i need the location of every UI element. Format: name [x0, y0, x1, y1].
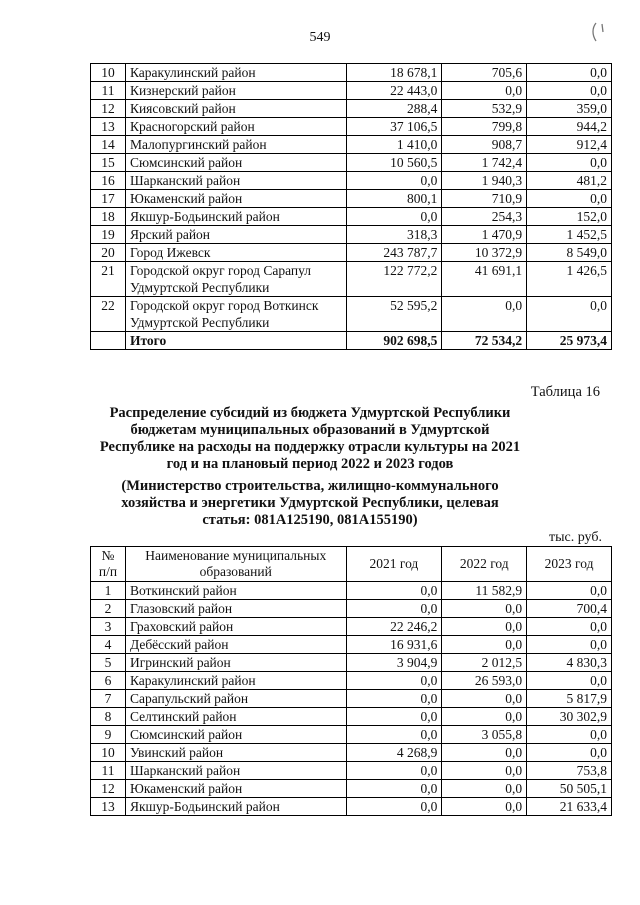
municipality-name: Сарапульский район [125, 690, 346, 708]
value-2023: 481,2 [527, 172, 612, 190]
value-2022: 0,0 [442, 780, 527, 798]
row-number: 18 [91, 208, 126, 226]
table-row [91, 636, 612, 654]
table-row [91, 100, 612, 118]
value-2021: 318,3 [346, 226, 442, 244]
municipality-name: Красногорский район [125, 118, 346, 136]
row-number: 7 [91, 690, 126, 708]
total-2022: 72 534,2 [442, 332, 527, 350]
row-number: 19 [91, 226, 126, 244]
table-title: Распределение субсидий из бюджета Удмуртской Республики бюджетам муниципальных образований в Удмуртской Республике на расходы на поддержку отрасли культуры на 2021 год и на плановый период 2022 и 2023 годов [99, 405, 521, 472]
row-number: 12 [91, 780, 126, 798]
value-2022: 0,0 [442, 798, 527, 816]
row-number: 17 [91, 190, 126, 208]
value-2022: 710,9 [442, 190, 527, 208]
row-number: 22 [91, 297, 126, 332]
page-number: 549 [309, 30, 331, 45]
value-2022: 254,3 [442, 208, 527, 226]
continued-table-body [91, 64, 612, 350]
table-row [91, 118, 612, 136]
municipality-name: Дебёсский район [125, 636, 346, 654]
value-2021: 800,1 [346, 190, 442, 208]
table-row [91, 154, 612, 172]
table-row [91, 244, 612, 262]
value-2023: 944,2 [527, 118, 612, 136]
municipality-name: Ярский район [125, 226, 346, 244]
value-2022: 10 372,9 [442, 244, 527, 262]
table-row [91, 64, 612, 82]
municipality-name: Увинский район [125, 744, 346, 762]
table-row [91, 136, 612, 154]
value-2021: 37 106,5 [346, 118, 442, 136]
value-2021: 0,0 [346, 208, 442, 226]
value-2021: 22 443,0 [346, 82, 442, 100]
table-row [91, 780, 612, 798]
value-2022: 1 742,4 [442, 154, 527, 172]
row-number: 12 [91, 100, 126, 118]
value-2021: 1 410,0 [346, 136, 442, 154]
table-row [91, 762, 612, 780]
row-number: 13 [91, 118, 126, 136]
municipality-name: Город Ижевск [125, 244, 346, 262]
value-2022: 0,0 [442, 297, 527, 332]
row-number: 6 [91, 672, 126, 690]
table-row [91, 172, 612, 190]
value-2021: 52 595,2 [346, 297, 442, 332]
municipality-name: Шарканский район [125, 762, 346, 780]
municipality-name: Сюмсинский район [125, 726, 346, 744]
value-2023: 5 817,9 [527, 690, 612, 708]
row-number: 10 [91, 64, 126, 82]
municipality-name: Якшур-Бодьинский район [125, 798, 346, 816]
value-2022: 705,6 [442, 64, 527, 82]
value-2021: 288,4 [346, 100, 442, 118]
value-2023: 0,0 [527, 618, 612, 636]
table-row [91, 672, 612, 690]
municipality-name: Кизнерский район [125, 82, 346, 100]
value-2022: 26 593,0 [442, 672, 527, 690]
row-number: 1 [91, 582, 126, 600]
value-2022: 0,0 [442, 708, 527, 726]
row-number: 13 [91, 798, 126, 816]
value-2022: 0,0 [442, 636, 527, 654]
value-2023: 4 830,3 [527, 654, 612, 672]
subsidy-table-body [91, 582, 612, 816]
value-2022: 0,0 [442, 82, 527, 100]
table-row [91, 726, 612, 744]
value-2022: 2 012,5 [442, 654, 527, 672]
value-2023: 359,0 [527, 100, 612, 118]
value-2023: 0,0 [527, 64, 612, 82]
table-row [91, 297, 612, 332]
header-name: Наименование муниципальных образований [125, 547, 346, 582]
value-2023: 30 302,9 [527, 708, 612, 726]
value-2023: 50 505,1 [527, 780, 612, 798]
value-2023: 0,0 [527, 154, 612, 172]
value-2023: 8 549,0 [527, 244, 612, 262]
value-2021: 0,0 [346, 582, 442, 600]
value-2022: 0,0 [442, 744, 527, 762]
table-row [91, 600, 612, 618]
value-2021: 3 904,9 [346, 654, 442, 672]
municipality-name: Юкаменский район [125, 780, 346, 798]
municipality-name: Каракулинский район [125, 672, 346, 690]
subsidy-table-header [91, 547, 612, 582]
value-2022: 0,0 [442, 600, 527, 618]
value-2023: 0,0 [527, 190, 612, 208]
value-2022: 532,9 [442, 100, 527, 118]
value-2023: 912,4 [527, 136, 612, 154]
value-2022: 0,0 [442, 690, 527, 708]
table-row [91, 708, 612, 726]
value-2022: 41 691,1 [442, 262, 527, 297]
header-2021: 2021 год [346, 547, 442, 582]
value-2021: 243 787,7 [346, 244, 442, 262]
row-number: 9 [91, 726, 126, 744]
total-empty-cell [91, 332, 126, 350]
municipality-name: Воткинский район [125, 582, 346, 600]
value-2021: 0,0 [346, 798, 442, 816]
table-row [91, 582, 612, 600]
value-2021: 0,0 [346, 672, 442, 690]
value-2021: 0,0 [346, 762, 442, 780]
row-number: 10 [91, 744, 126, 762]
municipality-name: Городской округ город Воткинск Удмуртской Республики [125, 297, 346, 332]
table-subtitle: (Министерство строительства, жилищно-коммунального хозяйства и энергетики Удмуртской Республики, целевая статья: 081A125190, 081A155190) [121, 478, 499, 528]
subsidy-table [90, 546, 612, 816]
row-number: 8 [91, 708, 126, 726]
row-number: 3 [91, 618, 126, 636]
municipality-name: Киясовский район [125, 100, 346, 118]
row-number: 11 [91, 762, 126, 780]
municipality-name: Юкаменский район [125, 190, 346, 208]
value-2021: 22 246,2 [346, 618, 442, 636]
value-2021: 18 678,1 [346, 64, 442, 82]
value-2022: 3 055,8 [442, 726, 527, 744]
municipality-name: Шарканский район [125, 172, 346, 190]
municipality-name: Малопургинский район [125, 136, 346, 154]
header-2022: 2022 год [442, 547, 527, 582]
value-2023: 0,0 [527, 726, 612, 744]
row-number: 20 [91, 244, 126, 262]
value-2021: 122 772,2 [346, 262, 442, 297]
value-2021: 10 560,5 [346, 154, 442, 172]
table-row [91, 262, 612, 297]
value-2022: 0,0 [442, 762, 527, 780]
value-2023: 0,0 [527, 636, 612, 654]
row-number: 11 [91, 82, 126, 100]
value-2021: 0,0 [346, 708, 442, 726]
total-2021: 902 698,5 [346, 332, 442, 350]
table-row [91, 618, 612, 636]
table-row [91, 744, 612, 762]
corner-mark-icon [590, 20, 610, 44]
value-2023: 1 452,5 [527, 226, 612, 244]
total-2023: 25 973,4 [527, 332, 612, 350]
header-2023: 2023 год [527, 547, 612, 582]
table-row [91, 190, 612, 208]
value-2023: 21 633,4 [527, 798, 612, 816]
table-row [91, 654, 612, 672]
value-2021: 0,0 [346, 172, 442, 190]
municipality-name: Селтинский район [125, 708, 346, 726]
value-2022: 799,8 [442, 118, 527, 136]
value-2023: 0,0 [527, 672, 612, 690]
value-2023: 152,0 [527, 208, 612, 226]
value-2023: 0,0 [527, 82, 612, 100]
value-2021: 0,0 [346, 600, 442, 618]
value-2023: 0,0 [527, 297, 612, 332]
municipality-name: Сюмсинский район [125, 154, 346, 172]
value-2023: 700,4 [527, 600, 612, 618]
value-2022: 1 940,3 [442, 172, 527, 190]
value-2021: 0,0 [346, 690, 442, 708]
value-2021: 16 931,6 [346, 636, 442, 654]
value-2022: 1 470,9 [442, 226, 527, 244]
continued-table [90, 63, 612, 350]
value-2023: 0,0 [527, 582, 612, 600]
row-number: 2 [91, 600, 126, 618]
row-number: 5 [91, 654, 126, 672]
value-2021: 0,0 [346, 726, 442, 744]
value-2021: 4 268,9 [346, 744, 442, 762]
municipality-name: Глазовский район [125, 600, 346, 618]
table-row [91, 208, 612, 226]
value-2023: 1 426,5 [527, 262, 612, 297]
municipality-name: Якшур-Бодьинский район [125, 208, 346, 226]
row-number: 21 [91, 262, 126, 297]
table-row [91, 798, 612, 816]
total-row [91, 332, 612, 350]
municipality-name: Городской округ город Сарапул Удмуртской Республики [125, 262, 346, 297]
total-label: Итого [125, 332, 346, 350]
value-2023: 753,8 [527, 762, 612, 780]
table-label: Таблица 16 [530, 384, 600, 400]
municipality-name: Каракулинский район [125, 64, 346, 82]
value-2022: 0,0 [442, 618, 527, 636]
value-2021: 0,0 [346, 780, 442, 798]
table-row [91, 690, 612, 708]
row-number: 15 [91, 154, 126, 172]
row-number: 16 [91, 172, 126, 190]
table-row [91, 82, 612, 100]
header-number: № п/п [91, 547, 126, 582]
table-row [91, 226, 612, 244]
row-number: 4 [91, 636, 126, 654]
unit-label: тыс. руб. [549, 530, 602, 545]
municipality-name: Игринский район [125, 654, 346, 672]
value-2023: 0,0 [527, 744, 612, 762]
municipality-name: Граховский район [125, 618, 346, 636]
row-number: 14 [91, 136, 126, 154]
value-2022: 11 582,9 [442, 582, 527, 600]
value-2022: 908,7 [442, 136, 527, 154]
